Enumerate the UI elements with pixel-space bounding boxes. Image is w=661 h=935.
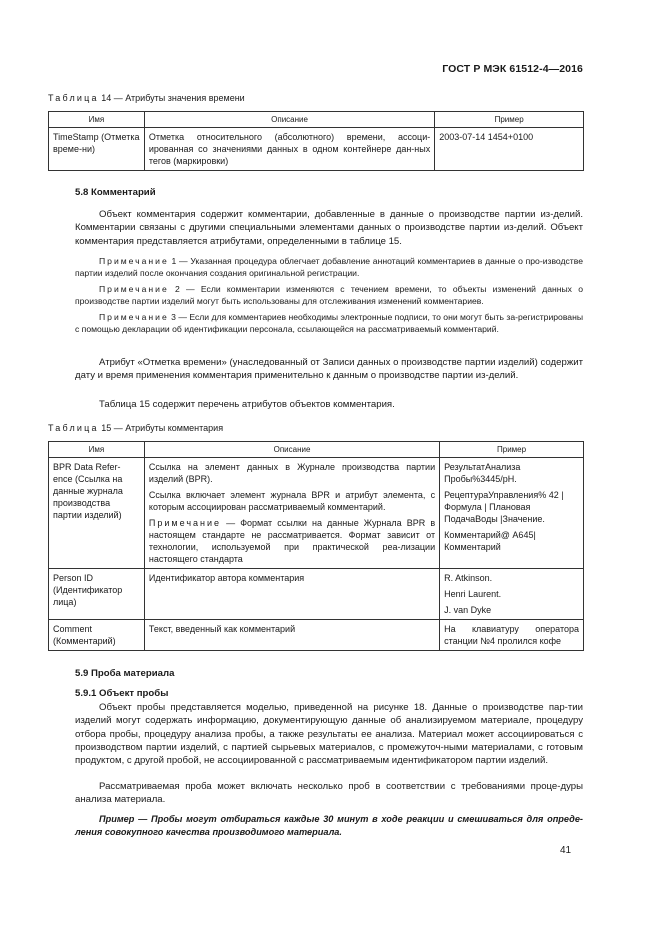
section-5-9-heading: 5.9 Проба материала — [75, 668, 175, 679]
cell-paragraph: Ссылка включает элемент журнала BPR и атрибут элемента, с которым ассоциирован рассматриваемый комментарий. — [148, 490, 436, 512]
note-label: Примечание — [99, 312, 169, 322]
table14-header-example: Пример — [435, 112, 584, 128]
table14-header-name: Имя — [49, 112, 145, 128]
table15-header-description: Описание — [144, 442, 439, 458]
cell-paragraph: Henri Laurent. — [444, 589, 502, 599]
paragraph: Объект комментария содержит комментарии, добавленные в данные о производстве партии из-делий. Комментарии связаны с другими специальными элементами данных о производстве партии из-делий. Объект комментария представляется атрибутами, определенными в таблице 15. — [75, 209, 583, 247]
example-text: Пример — Пробы могут отбираться каждые 30 минут в ходе реакции и смешиваться для опреде-ления совокупного качества производимого материала. — [75, 814, 583, 838]
note-label: Примечание — [99, 284, 169, 294]
table15-cell-example: На клавиатуру оператора станции №4 пролился кофе — [440, 620, 584, 651]
cell-paragraph: Комментарий@ А645|Комментарий — [444, 530, 536, 552]
cell-paragraph: Ссылка на элемент данных в Журнале производства партии изделий (BPR). — [148, 462, 436, 484]
table15-cell-example — [440, 569, 584, 620]
note-3 — [75, 311, 583, 335]
table15-cell-name: BPR Data Refer-ence (Ссылка на данные журнала производства партии изделий) — [49, 458, 145, 569]
table14-caption-prefix: Таблица — [48, 93, 99, 103]
section-5-9-1-heading: 5.9.1 Объект пробы — [75, 688, 169, 699]
table14-header-description: Описание — [144, 112, 434, 128]
note-label: Примечание — [99, 256, 169, 266]
table-row — [49, 458, 584, 569]
table14-cell-example: 2003-07-14 1454+0100 — [435, 128, 584, 171]
table14-cell-name: TimeStamp (Отметка време-ни) — [49, 128, 145, 171]
table14-caption — [48, 93, 245, 103]
note-label: Примечание — [148, 518, 222, 528]
cell-paragraph: R. Atkinson. — [444, 573, 493, 583]
cell-paragraph: РезультатАнализа Пробы%3445/pH. — [444, 462, 521, 484]
note-text: — Формат ссылки на данные Журнала BPR в настоящем стандарте не рассматривается. Формат зависит от технологии, используемой при практической реа-лизации настоящего стандарта — [148, 518, 436, 564]
section-5-8-para1 — [75, 208, 583, 248]
table15-cell-name: Person ID (Идентификатор лица) — [49, 569, 145, 620]
note-2 — [75, 283, 583, 307]
note-text: 3 — Если для комментариев необходимы электронные подписи, то они могут быть за-регистрированы с помощью декларации об идентификации персонала, ссылающейся на рассматриваемый комментарий. — [75, 312, 583, 335]
paragraph: Атрибут «Отметка времени» (унаследованный от Записи данных о производстве партии изделий) содержит дату и время применения комментария применительно к данным о производстве партии из-делий. — [75, 357, 583, 382]
table-row — [49, 620, 584, 651]
table-row — [49, 569, 584, 620]
table15-cell-example — [440, 458, 584, 569]
table15-cell-description — [144, 458, 439, 569]
table-row — [49, 128, 584, 171]
section-5-9-example — [75, 813, 583, 840]
note-text: 2 — Если комментарии изменяются с течением времени, то объекты изменений данных о производстве партии изделий могут быть использованы для отслеживания изменений комментариев. — [75, 284, 583, 307]
table14-caption-text: 14 — Атрибуты значения времени — [101, 93, 245, 103]
note-1 — [75, 255, 583, 279]
table15-header-name: Имя — [49, 442, 145, 458]
cell-paragraph: РецептураУправления% 42 | Формула | Плановая ПодачаВоды |Значение. — [444, 490, 564, 524]
section-5-9-para2 — [75, 780, 583, 807]
note-text: 1 — Указанная процедура облегчает добавление аннотаций комментариев в данные о про-изводстве партии изделий после окончания создания оригинальной регистрации. — [75, 256, 583, 279]
page-number: 41 — [560, 845, 572, 856]
table15-header-example: Пример — [440, 442, 584, 458]
paragraph: Объект пробы представляется моделью, приведенной на рисунке 18. Данные о производстве пар-тии изделий могут содержать информацию, документирующую данные об анализируемом материале, процедуру отбора пробы, процедуру анализа пробы, а также результаты ее анализа. Материал может ассоциироваться с производством партии изделий, с партией сырьевых материалов, с промежуточ-ными материалами, с готовым продуктом, с другой пробой, не ассоциированной с рассматриваемым идентификатором партии изделий. — [75, 702, 583, 767]
table14 — [48, 111, 584, 171]
table15-caption-text: 15 — Атрибуты комментария — [101, 423, 224, 433]
section-5-8-para3 — [75, 398, 583, 411]
section-5-8-heading: 5.8 Комментарий — [75, 187, 156, 198]
paragraph: Рассматриваемая проба может включать несколько проб в соответствии с требованиями проце-дуры анализа материала. — [75, 781, 583, 806]
document-id: ГОСТ Р МЭК 61512-4—2016 — [442, 63, 583, 75]
table15-cell-description: Текст, введенный как комментарий — [144, 620, 439, 651]
paragraph: Таблица 15 содержит перечень атрибутов объектов комментария. — [99, 399, 395, 410]
table15-caption — [48, 423, 223, 433]
cell-note — [149, 517, 435, 565]
table15 — [48, 441, 584, 651]
table15-cell-description: Идентификатор автора комментария — [144, 569, 439, 620]
section-5-9-para1 — [75, 701, 583, 767]
section-5-8-para2 — [75, 356, 583, 383]
table14-cell-description: Отметка относительного (абсолютного) времени, ассоци-ированная со значениями данных в одном контейнере дан-ных тегов (маркировки) — [144, 128, 434, 171]
table15-caption-prefix: Таблица — [48, 423, 99, 433]
table15-cell-name: Comment (Комментарий) — [49, 620, 145, 651]
cell-paragraph: J. van Dyke — [444, 605, 492, 615]
